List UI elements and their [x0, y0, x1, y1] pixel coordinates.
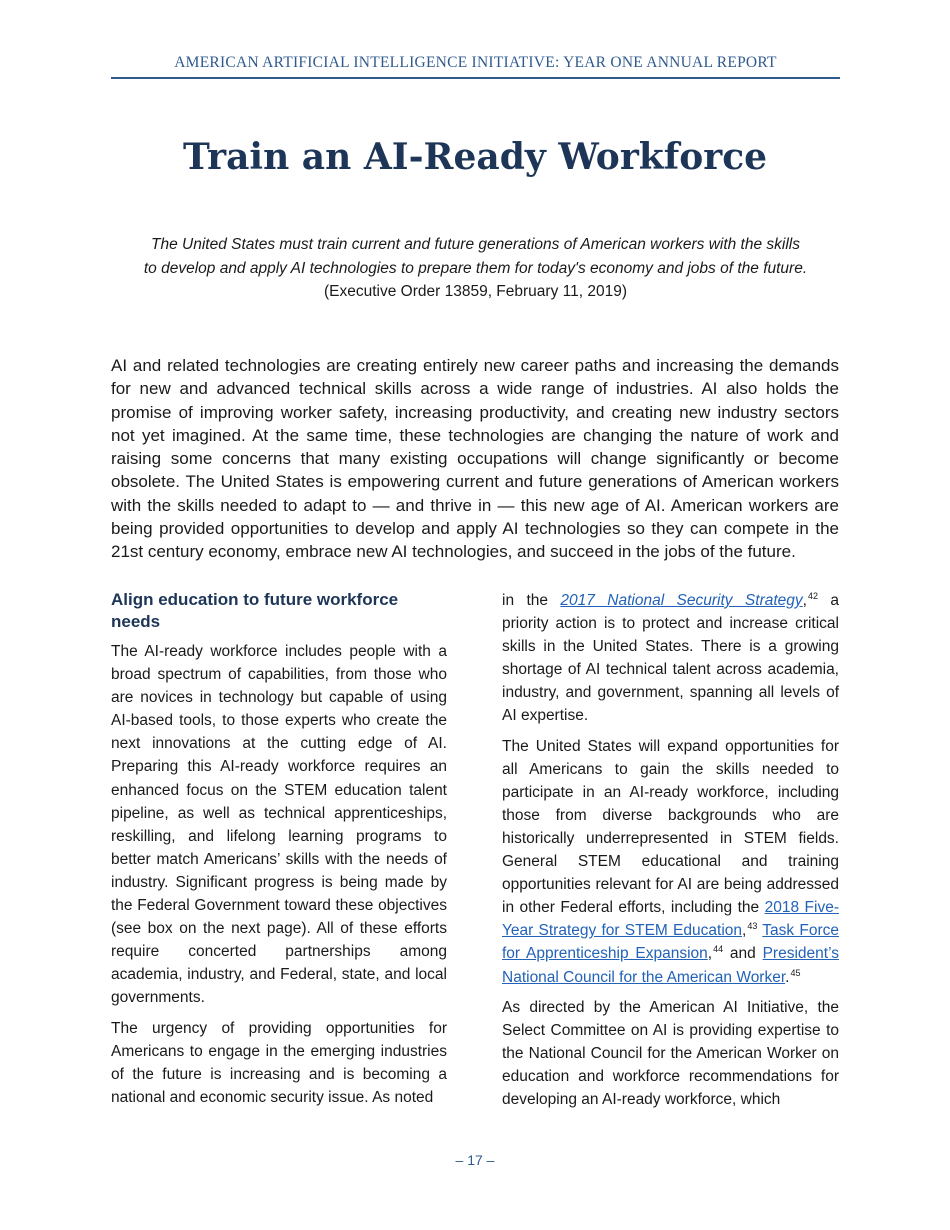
page-title: Train an AI-Ready Workforce [182, 136, 768, 178]
text-span: a priority action is to protect and increase critical skills in the United States. There is a growing shortage of AI technical talent across academia, industry, and government, spanning all levels of AI expertise. [502, 592, 839, 725]
text-span: , [707, 945, 713, 963]
running-header: AMERICAN ARTIFICIAL INTELLIGENCE INITIATIVE: YEAR ONE ANNUAL REPORT [111, 54, 840, 79]
page-number: – 17 – [455, 1152, 495, 1168]
text-span: . [785, 968, 790, 986]
link-apprenticeship-task-force[interactable]: Task Force for Apprenticeship Expansion [502, 922, 839, 963]
footnote-marker: 45 [790, 967, 801, 978]
text-span: , [742, 922, 747, 940]
footnote-marker: 44 [713, 944, 724, 955]
body-paragraph-5: As directed by the American AI Initiative, the Select Committee on AI is providing expertise to the National Council for the American Worker on education and workforce recommendations for developing an AI-ready workforce, which [502, 998, 839, 1108]
text-span: , [802, 592, 807, 609]
epigraph [111, 233, 840, 304]
left-column [111, 589, 447, 1116]
body-paragraph-2: The urgency of providing opportunities for Americans to engage in the emerging industries of the future is increasing and is becoming a national and economic security issue. As noted [111, 1019, 447, 1106]
intro-paragraph: AI and related technologies are creating entirely new career paths and increasing the demands for new and advanced technical skills across a wide range of industries. AI also holds the promise of improving worker safety, increasing productivity, and creating new industry sectors not yet imagined. At the same time, these technologies are changing the nature of work and raising some concerns that many existing occupations will change significantly or become obsolete. The United States is empowering current and future generations of American workers with the skills needed to adapt to — and thrive in — this new age of AI. American workers are being provided opportunities to develop and apply AI technologies so they can compete in the 21st century economy, embrace new AI technologies, and succeed in the jobs of the future. [111, 356, 839, 562]
text-span: The United States will expand opportunities for all Americans to gain the skills needed to participate in an AI-ready workforce, including those from diverse backgrounds who are historically underrepresented in STEM fields. General STEM educational and training opportunities relevant for AI are being addressed in other Federal efforts, including the [502, 737, 839, 917]
link-national-security-strategy[interactable]: 2017 National Security Strategy [560, 592, 803, 609]
right-column [502, 589, 839, 1118]
link-stem-education-strategy[interactable]: 2018 Five-Year Strategy for STEM Education [502, 899, 839, 940]
body-paragraph-3 [502, 589, 839, 728]
footnote-marker: 43 [747, 921, 758, 932]
epigraph-quote-line-1: The United States must train current and future generations of American workers with the skills [151, 236, 800, 253]
link-national-council-american-worker[interactable]: President’s National Council for the American Worker [502, 945, 839, 986]
text-span: and [723, 945, 763, 963]
text-span: in the [502, 592, 561, 609]
section-heading: Align education to future workforce needs [111, 590, 399, 631]
epigraph-quote-line-2: to develop and apply AI technologies to prepare them for today's economy and jobs of the future. [143, 259, 808, 277]
body-paragraph-4 [502, 735, 839, 989]
body-paragraph-1: The AI-ready workforce includes people with a broad spectrum of capabilities, from those who are novices in technology but capable of using AI-based tools, to those experts who create the next innovations at the cutting edge of AI. Preparing this AI-ready workforce requires an enhanced focus on the STEM education talent pipeline, as well as technical apprenticeships, reskilling, and lifelong learning programs to better match Americans’ skills with the needs of industry. Significant progress is being made by the Federal Government toward these objectives (see box on the next page). All of these efforts require concerted partnerships among academia, industry, and Federal, state, and local governments. [111, 643, 447, 1007]
epigraph-citation: (Executive Order 13859, February 11, 2019) [324, 283, 627, 300]
footnote-marker: 42 [807, 591, 818, 601]
